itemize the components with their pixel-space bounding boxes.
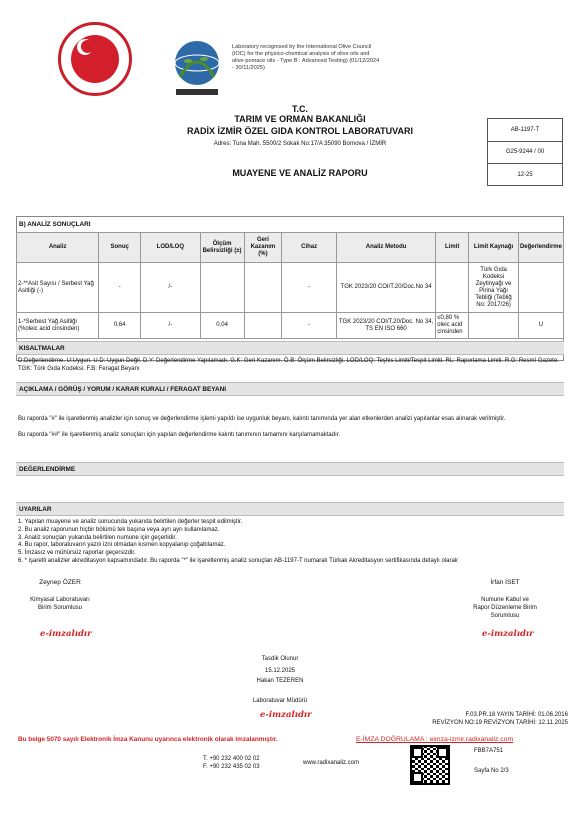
warnings-list xyxy=(18,519,563,566)
approval-label: Tasdik Olunur xyxy=(261,656,299,662)
table-cell: - xyxy=(282,313,337,339)
ministry-logo xyxy=(58,22,132,96)
results-section-title: B) ANALİZ SONUÇLARI xyxy=(19,221,91,228)
page-number: Sayfa No 2/3 xyxy=(474,768,509,774)
website-link[interactable]: www.radixanaliz.com xyxy=(303,760,360,766)
report-codes xyxy=(487,118,563,186)
form-info-1: F.03.PR.18 YAYIN TARİHİ: 01.06.2016 xyxy=(465,712,568,718)
right-signer-name: İrfan İSET xyxy=(490,579,520,586)
left-esign-stamp: e-imzalıdır xyxy=(40,629,92,639)
form-info-2: REVİZYON NO:19 REVİZYON TARİHİ: 12.11.2025 xyxy=(432,720,568,726)
table-row xyxy=(17,263,564,313)
warning-item: 6. * işaretli analizler akreditasyon kapsamındadır. Bu raporda "*" ile işaretlenmiş analiz sonuçları AB-1197-T numaralı Türkak Akreditasyon sertifikasında detaylı olarak xyxy=(18,557,458,564)
col-header: Cihaz xyxy=(282,233,337,263)
center-esign-stamp: e-imzalıdır xyxy=(260,710,312,720)
warning-item: 3. Analiz sonuçları yukarıda belirtilen numune için geçerlidir. xyxy=(18,534,177,541)
table-header-row xyxy=(17,233,564,263)
table-cell: 1-*Serbest Yağ Asitliği (%oleic acid cinsinden) xyxy=(17,313,99,339)
warning-item: 4. Bu rapor, laboratuvarın yazılı izni olmadan kısmen kopyalanıp çoğaltılamaz. xyxy=(18,542,226,549)
table-cell xyxy=(200,263,244,313)
table-cell: 0,64 xyxy=(99,313,141,339)
warning-item: 1. Yapılan muayene ve analiz sonucunda yukarıda belirtilen değerler tespit edilmiştir. xyxy=(18,519,243,525)
table-row xyxy=(17,313,564,339)
col-header: LOD/LOQ xyxy=(141,233,201,263)
col-header: Sonuç xyxy=(99,233,141,263)
lab-name: RADİX İZMİR ÖZEL GIDA KONTROL LABORATUVARI xyxy=(187,126,413,136)
left-signer-role-2: Birim Sorumlusu xyxy=(37,605,82,611)
right-signer-role-2: Rapor Düzenleme Birim xyxy=(473,605,537,611)
fax-number: F. +90 232 435 02 03 xyxy=(203,764,260,770)
warning-item: 5. İmzasız ve mühürsüz raporlar geçersizdir. xyxy=(18,550,136,557)
table-cell: TGK 2023/20 COI/T.20/Doc.No 34 xyxy=(336,263,435,313)
table-cell xyxy=(436,263,469,313)
left-signer-name: Zeynep ÖZER xyxy=(39,579,81,586)
right-signer-role-1: Numune Kabul ve xyxy=(481,597,529,603)
left-signer-role-1: Kimyasal Laboratuvarı xyxy=(30,597,90,603)
accreditation-text: Laboratory recognised by the International Olive Council (IOC) for the physico-chemical analysis of olive oils and olive-pomace oils - Type B : Advanced Testing) (01/12/2024 - 30/11/2025) xyxy=(232,44,380,71)
phone-number: T. +90 232 400 02 02 xyxy=(203,756,260,762)
report-title: MUAYENE VE ANALİZ RAPORU xyxy=(232,168,368,178)
table-cell: U xyxy=(518,313,563,339)
table-cell: TGK 2023/20 COI/T.20/Doc. No 34, TS EN ISO 660 xyxy=(336,313,435,339)
col-header: Geri Kazanım (%) xyxy=(244,233,282,263)
abbrev-title: KISALTMALAR xyxy=(16,341,564,355)
report-number: G25-9244 / 00 xyxy=(488,142,562,165)
verification-qr-code xyxy=(410,745,450,785)
table-cell xyxy=(518,263,563,313)
notes-line-1: Bu raporda "#" ile işaretlenmiş analizler için sonuç ve değerlendirme işlemi yapıldı ise uygunluk beyanı, kalıntı tanımında yer alan etkenlerden analizi yapılanlar esas alınarak verilmiştir. xyxy=(18,416,506,422)
warning-item: 2. Bu analiz raporunun hiçbir bölümü tek başına veya ayrı ayrı kullanılamaz. xyxy=(18,526,220,533)
lab-address: Adres: Tuna Mah. 5500/2 Sokak No:17/A 35090 Bornova / İZMİR xyxy=(213,141,387,147)
right-signer-role-3: Sorumlusu xyxy=(490,613,520,619)
table-cell: - xyxy=(99,263,141,313)
approver-role: Laboratuvar Müdürü xyxy=(252,698,308,704)
table-cell: /- xyxy=(141,263,201,313)
right-esign-stamp: e-imzalıdır xyxy=(482,629,534,639)
evaluation-title: DEĞERLENDİRME xyxy=(16,462,564,476)
col-header: Analiz Metodu xyxy=(336,233,435,263)
table-cell: 0,04 xyxy=(200,313,244,339)
table-cell xyxy=(244,313,282,339)
table-cell: 2-**Asit Sayısı / Serbest Yağ Asitliği (-) xyxy=(17,263,99,313)
col-header: Ölçüm Belirsizliği (±) xyxy=(200,233,244,263)
table-cell xyxy=(244,263,282,313)
table-cell: ≤0,80 % oleic acid cinsinden xyxy=(436,313,469,339)
e-signature-law-text: Bu belge 5070 sayılı Elektronik İmza Kanunu uyarınca elektronik olarak imzalanmıştır. xyxy=(18,736,278,743)
col-header: Analiz xyxy=(17,233,99,263)
notes-line-2: Bu raporda "##" ile işaretlenmiş analiz sonuçları için yapılan değerlendirme kalıntı tanımının tamamını karşılamamaktadır. xyxy=(18,432,341,438)
table-cell: Türk Gıda Kodeksi Zeytinyağı ve Pirina Yağı Tebliği (Tebliğ No: 2017/26) xyxy=(469,263,519,313)
col-header: Değerlendirme xyxy=(518,233,563,263)
ministry-name: TARIM VE ORMAN BAKANLIĞI xyxy=(234,114,366,124)
warnings-title: UYARILAR xyxy=(16,502,564,516)
abbrev-text: D:Değerlendirme. U:Uygun. U.D: Uygun Değil. D.Y: Değerlendirme Yapılamadı. G.K: Geri Kazanım. Ö.B: Ölçüm Belirsizliği. LOD/LOQ: Teşhis Limiti/Tespit Limiti. RL: Raporlama Limiti. R.G: Resmî Gazete. TGK: Türk Gıda Kodeksi. F.B: Feragat Beyanı xyxy=(18,358,559,372)
notes-title: AÇIKLAMA / GÖRÜŞ / YORUM / KARAR KURALI / FERAGAT BEYANI xyxy=(16,382,564,396)
results-table xyxy=(16,232,564,339)
approver-name: Hakan TEZEREN xyxy=(256,678,304,684)
col-header: Limit Kaynağı xyxy=(469,233,519,263)
verification-code: FBB7A751 xyxy=(474,748,504,754)
table-cell: - xyxy=(282,263,337,313)
report-period: 12-25 xyxy=(517,172,533,179)
ioc-logo xyxy=(168,37,226,99)
approval-date: 15.12.2025 xyxy=(264,668,296,674)
tc-label: T.C. xyxy=(291,104,308,114)
table-cell: /- xyxy=(141,313,201,339)
table-cell xyxy=(469,313,519,339)
col-header: Limit xyxy=(436,233,469,263)
verification-link[interactable]: E-İMZA DOĞRULAMA : eimza-izmir.radixanaliz.com xyxy=(356,736,514,743)
accreditation-code: AB-1197-T xyxy=(488,119,562,142)
